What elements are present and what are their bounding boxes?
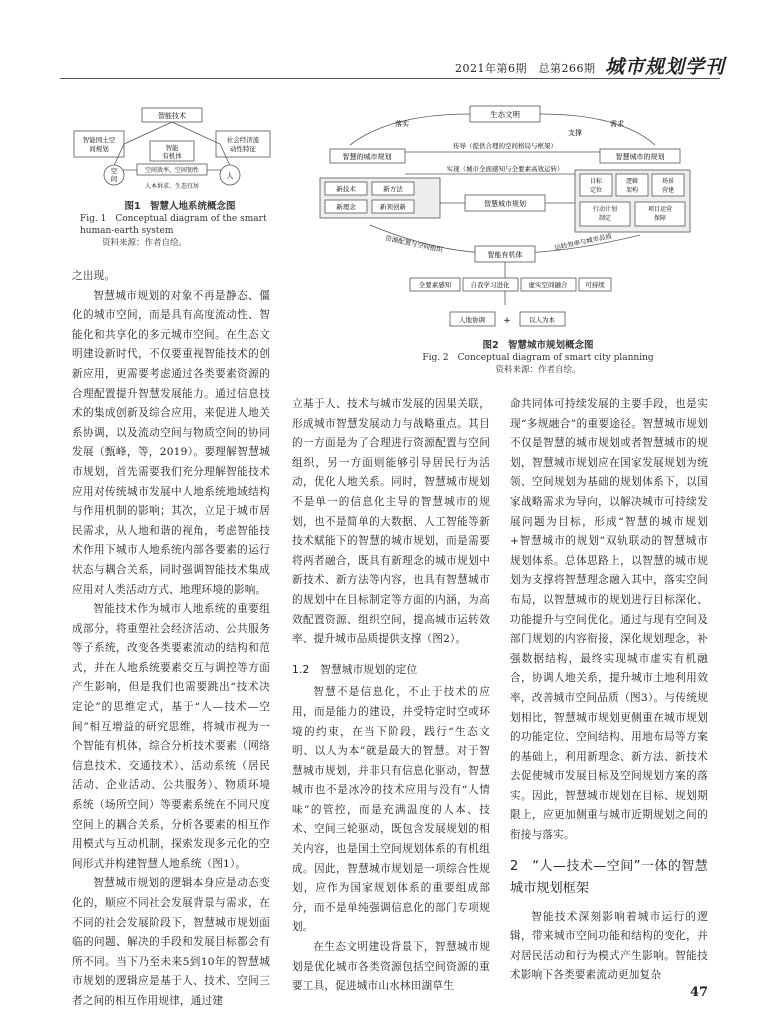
- fig2-plus: +: [503, 316, 511, 326]
- fig2-new-create: 新领创新: [380, 203, 406, 211]
- fig2-implement: 落实: [395, 120, 409, 128]
- fig2-b1: 人地协调: [459, 316, 485, 324]
- svg-text:定位: 定位: [589, 187, 603, 194]
- col3-p0: 命共同体可持续发展的主要手段，也是实现“多规融合”的重要途径。智慧城市规划不仅是智慧的城市规划或者智慧城市的规划，智慧城市规划应在国家发展规划为统领、空间规划为基础的规划体系下，以国家战略需求为导向，以解决城市可持续发展问题为目标，形成“智慧的城市规划+智慧城市的规划”双轨联动的智慧城市规划体系。总体思路上，以智慧的城市规划为支撑将智慧理念融入其中，落实空间布局，以智慧城市的规划进行目标深化、功能提升与空间优化。通过与现有空间及部门规划的内容衔接，深化规划理念，补强数据结构，最终实现城市虚实有机融合，协调人地关系，提升城市土地利用效率，改善城市空间品质（图3）。与传统规划相比，智慧城市规划更侧重在城市规划的功能定位、空间结构、用地布局等方案的基础上，利用新理念、新方法、新技术去促使城市发展目标及空间规划方案的落实。因此，智慧城市规划在目标、规划期限上，应更加侧重与城市近期规划之间的衔接与落实。: [510, 398, 708, 842]
- fig1-top: 智能技术: [158, 112, 186, 120]
- column-1: [72, 267, 270, 1012]
- svg-text:项目运营: 项目运营: [647, 206, 673, 213]
- fig2-new-idea: 新理念: [336, 203, 356, 211]
- fig2-support: 支撑: [568, 129, 582, 137]
- fig2-f1: 全要素感知: [418, 281, 452, 289]
- issue-info: 2021年第6期 总第266期: [455, 62, 596, 75]
- column-2: [292, 395, 490, 997]
- fig1-center-1: 智能: [165, 144, 179, 152]
- fig1-center-2: 有机体: [162, 152, 182, 160]
- col2-p2: 在生态文明建设背景下，智慧城市规划是优化城市各类资源包括空间资源的重要工具，促进城市山水林田湖草生: [292, 941, 490, 993]
- col2-p0: 立基于人、技术与城市发展的因果关联，形成城市智慧发展动力与战略重点。其目的一方面是为了合理进行资源配置与空间组织，另一方面则能够引导居民行为活动，优化人地关系。同时，智慧城市规划不是单一的信息化主导的智慧城市的规划，也不是简单的大数据、人工智能等新技术赋能下的智慧的城市规划，而是需要将两者融合，既具有新理念的城市规划中新技术、新方法等内容，也具有智慧城市的规划中在目标制定等方面的内涵，为高效配置资源、组织空间，提高城市运转效率、提升城市品质提供支撑（图2）。: [292, 398, 490, 646]
- figure2-caption: [408, 340, 668, 376]
- fig1-bottom: 人本诉求、生态宜居: [144, 183, 200, 190]
- fig2-f3: 虚实空间融合: [528, 281, 568, 289]
- fig2-caption-en: Fig. 2 Conceptual diagram of smart city planning: [422, 353, 654, 363]
- header-rule: [60, 78, 720, 79]
- svg-text:逻辑: 逻辑: [625, 178, 639, 185]
- fig2-organism: 智能有机体: [487, 251, 523, 259]
- col1-p0: 之出现。: [72, 270, 116, 282]
- fig1-source: 资料来源：作者自绘。: [102, 238, 188, 248]
- svg-text:制定: 制定: [598, 215, 612, 222]
- fig1-caption-en: Fig. 1 Conceptual diagram of the smart human-earth system: [80, 214, 267, 236]
- svg-text:间: 间: [110, 175, 118, 183]
- fig2-caption-cn: 图2 智慧城市规划概念图: [482, 340, 594, 351]
- fig2-right-top: 智慧城市的规划: [615, 153, 665, 161]
- fig1-caption-cn: 图1 智慧人地系统概念图: [124, 201, 236, 212]
- col3-p1: 智能技术深刻影响着城市运行的逻辑，带来城市空间功能和结构的变化，并对居民活动和行为模式产生影响。智能技术影响下各类要素流动更加复杂: [510, 910, 708, 982]
- fig2-realize: 实现（城市全面感知与全要素高效运转）: [446, 165, 564, 173]
- fig1-left-box: [74, 131, 124, 157]
- svg-text:保障: 保障: [653, 215, 667, 222]
- fig2-require: 需求: [610, 120, 624, 128]
- fig1-right-2: 动性特征: [230, 145, 256, 153]
- col1-p3: 智慧城市规划的逻辑本身应是动态变化的，顺应不同社会发展背景与需求，在不同的社会发展阶段下，智慧城市规划面临的问题、解决的手段和发展目标都会有所不同。当下乃至未来5到10年的智慧城市规划的逻辑应是基于人、技术、空间三者之间的相互作用规律，通过建: [72, 877, 270, 1007]
- fig2-center: 智慧城市规划: [484, 200, 526, 208]
- journal-logo: 城市规划学刊: [605, 56, 726, 78]
- col3-section-heading: 2 “人—技术—空间”一体的智慧城市规划框架: [510, 858, 708, 896]
- svg-text:空: 空: [110, 167, 118, 175]
- col1-p2: 智能技术作为城市人地系统的重要组成部分，将重塑社会经济活动、公共服务等子系统，改变各类要素流动的结构和范式，并在人地系统要素交互与调控等方面产生影响，但是我们也需要跳出“技术决定论”的思维定式，基于“人—技术—空间”相互增益的研究思维，将城市视为一个智能有机体，综合分析技术要素（网络信息技术、交通技术）、活动系统（居民活动、企业活动、公共服务）、物质环境系统（场所空间）等要素系统在不同尺度空间上的耦合关系，分析各要素的相互作用模式与互动机制，探索发现多元化的空间形式并构建智慧人地系统（图1）。: [72, 603, 270, 870]
- svg-text:目标: 目标: [589, 178, 603, 185]
- svg-text:场景: 场景: [661, 178, 675, 185]
- figure2-diagram: [310, 100, 700, 338]
- fig2-left-top: 智慧的城市规划: [342, 153, 392, 161]
- fig1-mid: 空间效率、空间韧性: [144, 167, 200, 174]
- fig1-right-node: 人: [226, 172, 234, 180]
- figure1-caption: [80, 201, 280, 249]
- fig1-right-1: 社会经济流: [226, 136, 260, 144]
- svg-text:架构: 架构: [625, 187, 639, 194]
- fig2-arc-right: 运转效率与城市品质: [553, 231, 613, 252]
- fig1-left-2: 间规划: [89, 145, 109, 153]
- col2-section-heading: 1.2 智慧城市规划的定位: [292, 663, 418, 676]
- fig2-arc-left: 资源配置与空间组织: [384, 234, 444, 255]
- fig2-f4: 可持续: [585, 281, 605, 289]
- page-number: 47: [690, 985, 709, 1000]
- svg-text:行动计划: 行动计划: [592, 206, 618, 213]
- fig2-b2: 以人为本: [529, 316, 555, 324]
- fig2-guide: 传导（提供合理的空间格局与框架）: [453, 142, 557, 150]
- svg-text:营建: 营建: [661, 187, 675, 194]
- figure1-diagram: [72, 105, 272, 195]
- fig2-new-tech: 新技术: [336, 185, 356, 193]
- col1-p1: 智慧城市规划的对象不再是静态、僵化的城市空间，而是具有高度流动性、智能化和共享化的多元城市空间。在生态文明建设新时代，不仅要重视智能技术的创新应用，更需要考虑通过各类要素资源的合理配置提升智慧发展能力。通过信息技术的集成创新及综合应用，来促进人地关系协调，以及流动空间与物质空间的协同发展（甄峰，等，2019）。要理解智慧城市规划，首先需要我们充分理解智能技术应用对传统城市发展中人地系统地域结构与作用机制的影响；其次，立足于城市居民需求，从人地和谐的视角，考虑智能技术作用下城市人地系统内部各要素的运行状态与耦合关系，同时强调智能技术集成应用对人类活动方式、地理环境的影响。: [72, 289, 270, 596]
- fig2-source: 资料来源：作者自绘。: [495, 365, 581, 375]
- fig2-ecology: 生态文明: [490, 110, 520, 119]
- fig2-new-method: 新方法: [383, 185, 403, 193]
- fig1-left-1: 智能国土空: [82, 136, 116, 144]
- column-3: [510, 395, 708, 986]
- col2-p1: 智慧不是信息化，不止于技术的应用，而是能力的建设，并受特定时空或环境的约束，在当下阶段，践行“生态文明、以人为本”就是最大的智慧。对于智慧城市规划，并非只有信息化驱动，智慧城市也不是冰冷的技术应用与没有“人情味”的管控，而是充满温度的人本、技术、空间三轮驱动，既包含发展规划的相关内容，也是国土空间规划体系的有机组成。因此，智慧城市规划是一项综合性规划，应作为国家规划体系的重要组成部分，而不是单纯强调信息化的部门专项规划。: [292, 686, 490, 934]
- fig2-f2: 自我学习进化: [470, 281, 510, 289]
